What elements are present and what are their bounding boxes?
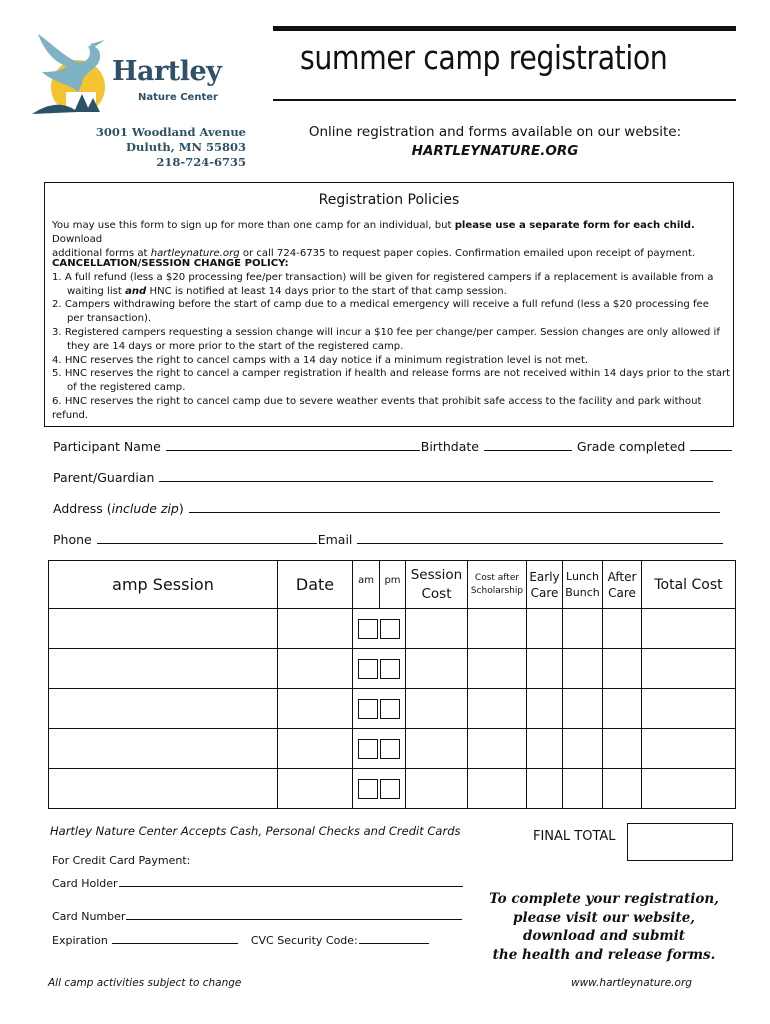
final-total-field[interactable] [627,823,733,861]
p1-and: and [125,285,147,297]
policy-item-5: 5. HNC reserves the right to cancel a camper registration if health and release forms are not received within 14 days prior to the start [52,368,731,380]
cost-cell[interactable] [406,769,468,809]
early-care-cell[interactable] [527,729,563,769]
email-field[interactable] [357,531,723,544]
p1-text-end: HNC is notified at least 14 days prior to the start of that camp session. [146,285,507,297]
early-care-cell[interactable] [527,689,563,729]
table-row [49,769,736,809]
cancellation-heading: CANCELLATION/SESSION CHANGE POLICY: [52,258,289,269]
pm-checkbox[interactable] [380,619,400,639]
pm-checkbox[interactable] [380,739,400,759]
lunch-cell[interactable] [563,649,603,689]
p1-text: waiting list [67,285,126,297]
total-cell[interactable] [642,689,736,729]
am-checkbox[interactable] [358,699,378,719]
card-number-label: Card Number [52,910,126,923]
am-pm-cell [353,769,406,809]
scholarship-cell[interactable] [468,649,527,689]
cost-cell[interactable] [406,689,468,729]
date-cell[interactable] [278,769,353,809]
after-care-cell[interactable] [603,689,642,729]
title-rule-bottom [273,99,736,101]
camp-sessions-table [48,560,736,809]
address-line1: 3001 Woodland Avenue [95,125,246,139]
intro-forms-text: additional forms at [52,247,151,259]
cost-cell[interactable] [406,729,468,769]
col-total-cost: Total Cost [642,561,736,609]
phone-label: Phone [53,532,92,547]
am-checkbox[interactable] [358,619,378,639]
policy-item-3-cont: they are 14 days or more prior to the start of the registered camp. [67,340,404,352]
col-am: am [353,561,380,609]
complete-line4: the health and release forms. [492,946,716,963]
lunch-cell[interactable] [563,689,603,729]
col-scholarship [468,561,527,609]
email-label: Email [317,532,353,547]
am-checkbox[interactable] [358,659,378,679]
scholarship-cell[interactable] [468,609,527,649]
after-care-cell[interactable] [603,649,642,689]
payment-accepts-note: Hartley Nature Center Accepts Cash, Personal Checks and Credit Cards [50,824,461,838]
address-note: include zip [111,501,179,516]
intro-call-text: or call 724-6735 to request paper copies. Confirmation emailed upon receipt of payment. [239,247,696,259]
title-rule-top [273,26,736,31]
scholarship-cell[interactable] [468,729,527,769]
intro-emphasis: please use a separate form for each child. [454,220,695,231]
date-cell[interactable] [278,689,353,729]
policy-item-4: 4. HNC reserves the right to cancel camps with a 14 day notice if a minimum registration level is not met. [52,354,589,366]
pm-checkbox[interactable] [380,779,400,799]
lunch-cell[interactable] [563,769,603,809]
col-date: Date [278,561,353,609]
expiration-label: Expiration [52,934,108,947]
org-subtitle: Nature Center [138,92,218,103]
table-row [49,649,736,689]
early-l2: Care [530,585,559,600]
page-title: summer camp registration [300,38,668,77]
expiration-row [52,933,430,947]
total-cell[interactable] [642,729,736,769]
after-care-cell[interactable] [603,729,642,769]
session-cell[interactable] [49,649,278,689]
am-checkbox[interactable] [358,739,378,759]
parent-label: Parent/Guardian [53,470,155,485]
date-cell[interactable] [278,649,353,689]
birthdate-field[interactable] [484,438,572,451]
intro-text: You may use this form to sign up for more than one camp for an individual, but [52,220,455,231]
cvc-label: CVC Security Code: [250,934,358,947]
phone-field[interactable] [97,531,317,544]
footer-url[interactable]: www.hartleynature.org [571,977,692,989]
table-row [49,729,736,769]
address-line2: Duluth, MN 55803 [126,140,246,154]
parent-row [53,469,714,485]
address-row [53,500,721,516]
address-label-close: ) [178,501,184,516]
policy-item-1: 1. A full refund (less a $20 processing fee/per transaction) will be given for registered campers if a replacement is available from a [52,271,714,283]
table-header-row [49,561,736,609]
policy-title: Registration Policies [318,192,460,208]
am-pm-cell [353,609,406,649]
policy-intro-line1 [52,219,732,247]
lunch-l1: Lunch [566,569,599,583]
table-row [49,609,736,649]
lunch-cell[interactable] [563,609,603,649]
scholarship-l1: Cost after [474,572,520,583]
footer-note: All camp activities subject to change [48,977,242,989]
cancellation-policy [52,257,732,423]
after-l1: After [607,569,637,584]
am-pm-cell [353,649,406,689]
policy-item-5-cont: of the registered camp. [67,382,186,394]
grade-field[interactable] [690,438,732,451]
complete-registration-note [478,890,730,964]
after-care-cell[interactable] [603,769,642,809]
policy-item-2-cont: per transaction). [67,313,152,325]
phone-row [53,531,724,547]
card-number-row [52,909,463,923]
col-session-cost [406,561,468,609]
grade-label: Grade completed [576,439,686,454]
total-cell[interactable] [642,649,736,689]
scholarship-cell[interactable] [468,769,527,809]
final-total-label: FINAL TOTAL [533,829,616,844]
session-cell[interactable] [49,729,278,769]
address-label: Address ( [53,501,112,516]
card-holder-row [52,876,464,890]
policy-item-1-cont [52,285,732,299]
org-phone: 218-724-6735 [156,155,246,169]
lunch-cell[interactable] [563,729,603,769]
col-after-care [603,561,642,609]
online-text: Online registration and forms available on our website: [308,124,682,140]
am-checkbox[interactable] [358,779,378,799]
website-link[interactable]: HARTLEYNATURE.ORG [411,143,579,159]
cost-cell[interactable] [406,609,468,649]
card-holder-label: Card Holder [52,877,118,890]
participant-label: Participant Name [53,439,161,454]
policy-item-3: 3. Registered campers requesting a session change will incur a $10 fee per change/per camper. Session changes are only allowed if [52,326,720,338]
participant-name-field[interactable] [166,438,420,451]
session-cell[interactable] [49,609,278,649]
policy-item-6: 6. HNC reserves the right to cancel camp due to severe weather events that prohibit safe access to the facility and park without refund. [52,395,702,421]
date-cell[interactable] [278,729,353,769]
session-cost-l1: Session [410,566,463,583]
session-cell[interactable] [49,689,278,729]
col-early-care [527,561,563,609]
cost-cell[interactable] [406,649,468,689]
session-cost-l2: Cost [421,585,452,602]
pm-checkbox[interactable] [380,659,400,679]
card-holder-field[interactable] [119,876,463,887]
after-l2: Care [608,585,636,600]
intro-website: hartleynature.org [150,247,240,259]
after-care-cell[interactable] [603,609,642,649]
early-care-cell[interactable] [527,649,563,689]
am-pm-cell [353,689,406,729]
complete-line2: please visit our website, [513,909,695,926]
online-registration-note [290,123,700,161]
expiration-field[interactable] [112,933,238,944]
policy-intro [52,219,732,260]
policy-item-2: 2. Campers withdrawing before the start of camp due to a medical emergency will receive a full refund (less a $20 processing fee [52,299,709,311]
col-lunch-bunch [563,561,603,609]
intro-text-end: Download [52,233,103,245]
cvc-field[interactable] [359,933,429,944]
early-l1: Early [529,569,560,584]
early-care-cell[interactable] [527,769,563,809]
session-cell[interactable] [49,769,278,809]
table-row [49,689,736,729]
am-pm-cell [353,729,406,769]
col-pm: pm [380,561,406,609]
col-camp-session: amp Session [49,561,278,609]
org-name: Hartley [112,56,222,87]
address-field[interactable] [189,500,720,513]
parent-field[interactable] [159,469,713,482]
participant-row [53,438,733,454]
scholarship-cell[interactable] [468,689,527,729]
birthdate-label: Birthdate [420,439,479,454]
credit-card-heading: For Credit Card Payment: [52,854,191,867]
early-care-cell[interactable] [527,609,563,649]
complete-line3: download and submit [522,928,686,944]
date-cell[interactable] [278,609,353,649]
scholarship-l2: Scholarship [470,585,524,596]
pm-checkbox[interactable] [380,699,400,719]
card-number-field[interactable] [126,909,462,920]
lunch-l2: Bunch [565,585,600,599]
total-cell[interactable] [642,769,736,809]
complete-line1: To complete your registration, [489,891,719,907]
total-cell[interactable] [642,609,736,649]
